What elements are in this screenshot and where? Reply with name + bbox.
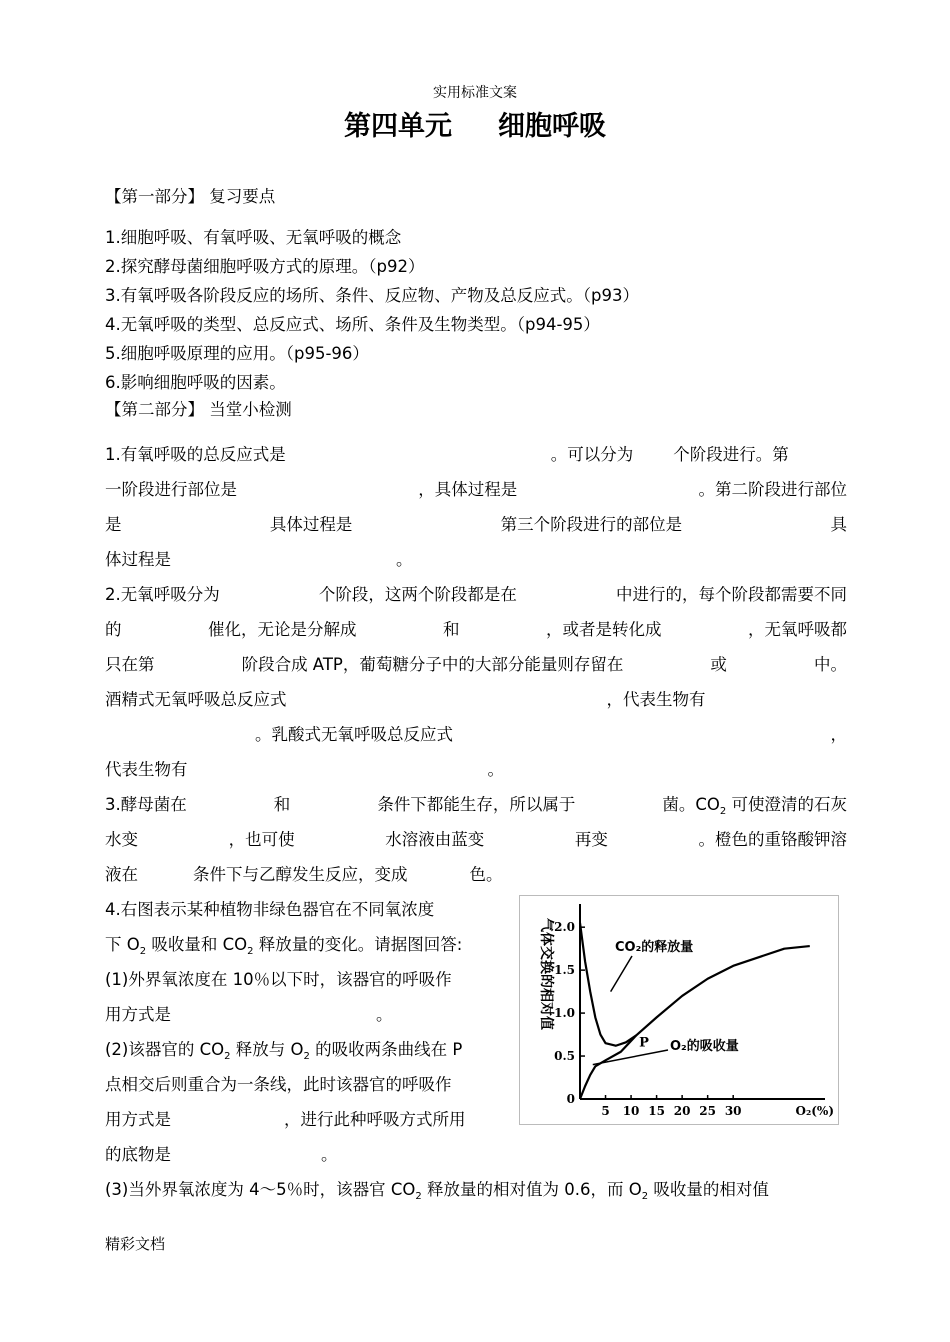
y-tick-label: 0.5	[554, 1049, 575, 1064]
y-tick-label: 2.0	[554, 920, 575, 935]
q4-line: 的底物是 。	[105, 1145, 338, 1164]
y-tick-label: 0	[566, 1092, 575, 1106]
x-tick-label: 15	[648, 1104, 665, 1118]
gas-exchange-chart	[519, 895, 839, 1125]
q4-line: 点相交后则重合为一条线，此时该器官的呼吸作	[105, 1075, 452, 1094]
o2-leader-line	[593, 1050, 668, 1065]
q2-line: 。乳酸式无氧呼吸总反应式 ，	[255, 725, 847, 744]
q2-line: 只在第 阶段合成 ATP，葡萄糖分子中的大部分能量则存留在 或 中。	[105, 655, 847, 674]
chart-axes	[580, 904, 825, 1099]
p-point-label: P	[639, 1035, 649, 1051]
x-tick-label: 20	[673, 1104, 691, 1118]
o2-uptake-line	[580, 1035, 636, 1099]
q4-line: 用方式是 ，进行此种呼吸方式所用	[105, 1110, 466, 1129]
q2-line: 酒精式无氧呼吸总反应式 ，代表生物有	[105, 690, 706, 709]
section1-heading: 【第一部分】 复习要点	[105, 187, 276, 206]
review-point: 5.细胞呼吸原理的应用。（p95-96）	[105, 344, 369, 363]
q4-line: (1)外界氧浓度在 10％以下时，该器官的呼吸作	[105, 970, 452, 989]
x-axis-label: O₂(%)	[795, 1104, 834, 1118]
title-topic: 细胞呼吸	[498, 111, 606, 142]
q1-line: 体过程是 。	[105, 550, 413, 569]
q4-line: 4.右图表示某种植物非绿色器官在不同氧浓度	[105, 900, 435, 919]
q1-line: 一阶段进行部位是 ，具体过程是 。第二阶段进行部位	[105, 480, 847, 499]
y-axis-label: 气体交换的相对值	[538, 918, 554, 1030]
x-tick-label: 25	[699, 1104, 717, 1118]
page-footer: 精彩文档	[105, 1235, 166, 1253]
page-title	[0, 104, 950, 143]
q4-line: 用方式是 。	[105, 1005, 393, 1024]
co2-series-label: CO₂的释放量	[615, 940, 694, 955]
q4-line: 下 $O_2$ 吸收量和 $CO_2$ 释放量的变化。请据图回答:	[105, 935, 463, 957]
q3-line: 液在 条件下与乙醇发生反应，变成 色。	[105, 865, 503, 884]
y-tick-label: 1.5	[554, 963, 575, 978]
chart-svg	[520, 896, 838, 1124]
q2-line: 的 催化，无论是分解成 和 ，或者是转化成 ，无氧呼吸都	[105, 620, 847, 639]
q1-line: 1.有氧呼吸的总反应式是 。可以分为 个阶段进行。第	[105, 445, 789, 464]
review-point: 2.探究酵母菌细胞呼吸方式的原理。（p92）	[105, 257, 425, 276]
x-tick-label: 10	[622, 1104, 640, 1118]
q3-line: 水变 ，也可使 水溶液由蓝变 再变 。橙色的重铬酸钾溶	[105, 830, 847, 849]
x-tick-label: 5	[601, 1104, 610, 1118]
co2-leader-line	[611, 956, 632, 992]
q4-line: (3)当外界氧浓度为 4～5％时，该器官 $CO_2$ 释放量的相对值为 0.6，而 $O_2$ 吸收量的相对值	[105, 1180, 769, 1202]
q3-line: 3.酵母菌在 和 条件下都能生存，所以属于 菌。$CO_2$ 可使澄清的石灰	[105, 795, 847, 817]
q1-line: 是 具体过程是 第三个阶段进行的部位是 具	[105, 515, 847, 534]
section2-heading: 【第二部分】 当堂小检测	[105, 400, 292, 419]
q2-line: 2.无氧呼吸分为 个阶段，这两个阶段都是在 中进行的，每个阶段都需要不同	[105, 585, 847, 604]
x-tick-label: 30	[724, 1104, 742, 1118]
review-point: 3.有氧呼吸各阶段反应的场所、条件、反应物、产物及总反应式。（p93）	[105, 286, 639, 305]
review-point: 6.影响细胞呼吸的因素。	[105, 373, 286, 392]
title-unit: 第四单元	[344, 111, 452, 142]
q2-line: 代表生物有 。	[105, 760, 504, 779]
review-point: 1.细胞呼吸、有氧呼吸、无氧呼吸的概念	[105, 228, 402, 247]
review-point: 4.无氧呼吸的类型、总反应式、场所、条件及生物类型。（p94-95）	[105, 315, 600, 334]
o2-series-label: O₂的吸收量	[670, 1039, 739, 1054]
page-header: 实用标准文案	[433, 85, 517, 101]
y-tick-label: 1.0	[554, 1006, 575, 1021]
q4-line: (2)该器官的 $CO_2$ 释放与 $O_2$ 的吸收两条曲线在 P	[105, 1040, 463, 1062]
